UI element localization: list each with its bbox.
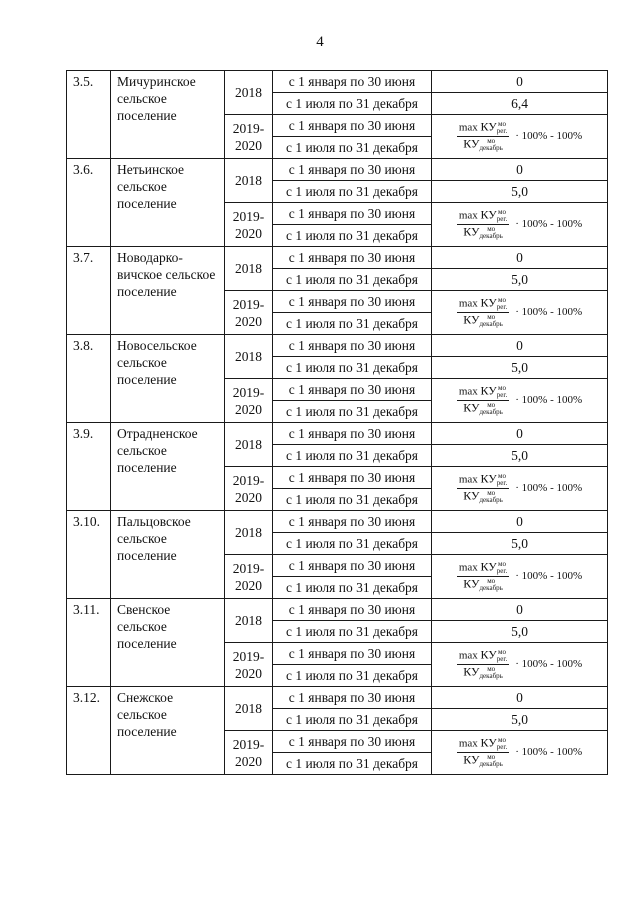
row-number: 3.5. [67, 71, 111, 159]
formula-numerator [457, 561, 509, 577]
formula [432, 561, 607, 592]
formula-tail: · 100% - 100% [515, 570, 583, 582]
formula-max: max [458, 737, 478, 750]
value-cell: 5,0 [432, 269, 608, 291]
formula-max: max [458, 561, 478, 574]
formula-tail: · 100% - 100% [515, 658, 583, 670]
formula-ky: КУ [480, 647, 497, 662]
formula-sub-den: декабрь [479, 232, 503, 240]
formula-sub-den: декабрь [479, 672, 503, 680]
formula-denominator [463, 401, 503, 416]
period-cell: с 1 января по 30 июня [273, 511, 432, 533]
period-cell: с 1 января по 30 июня [273, 247, 432, 269]
formula-max: max [458, 473, 478, 486]
period-cell: с 1 января по 30 июня [273, 423, 432, 445]
formula-sup: мо [498, 120, 506, 128]
period-cell: с 1 июля по 31 декабря [273, 753, 432, 775]
formula-sup-den: мо [487, 753, 496, 761]
formula-sup-den: мо [487, 313, 496, 321]
formula-sup: мо [498, 472, 506, 480]
formula-max: max [458, 649, 478, 662]
year-cell: 2018 [225, 335, 273, 379]
value-cell: 0 [432, 511, 608, 533]
row-number: 3.10. [67, 511, 111, 599]
value-cell: 5,0 [432, 621, 608, 643]
period-cell: с 1 июля по 31 декабря [273, 533, 432, 555]
formula-sup-den: мо [487, 401, 496, 409]
formula-max: max [458, 385, 478, 398]
formula-ky-den: КУ [463, 576, 480, 591]
formula-tail: · 100% - 100% [515, 306, 583, 318]
formula-ky: КУ [480, 207, 497, 222]
year-cell: 2019-2020 [225, 203, 273, 247]
period-cell: с 1 июля по 31 декабря [273, 401, 432, 423]
formula-sup: мо [498, 384, 506, 392]
formula-numerator [457, 649, 509, 665]
period-cell: с 1 января по 30 июня [273, 159, 432, 181]
formula-fraction [457, 473, 509, 504]
settlement-name: Новодарко-вичское сельское поселение [111, 247, 225, 335]
formula-sub-num: рег. [496, 127, 508, 135]
period-cell: с 1 января по 30 июня [273, 555, 432, 577]
formula-sup-den: мо [487, 489, 496, 497]
row-number: 3.6. [67, 159, 111, 247]
settlement-name: Отрадненское сельское поселение [111, 423, 225, 511]
year-cell: 2018 [225, 687, 273, 731]
period-cell: с 1 июля по 31 декабря [273, 665, 432, 687]
period-cell: с 1 января по 30 июня [273, 379, 432, 401]
formula-fraction [457, 209, 509, 240]
settlement-name: Пальцовское сельское поселение [111, 511, 225, 599]
formula-ky-den: КУ [463, 224, 480, 239]
formula-max: max [458, 209, 478, 222]
formula-sub-den: декабрь [479, 144, 503, 152]
formula-tail: · 100% - 100% [515, 482, 583, 494]
formula-sub-den: декабрь [479, 760, 503, 768]
value-cell: 5,0 [432, 445, 608, 467]
formula-denominator [463, 665, 503, 680]
formula-denominator [463, 577, 503, 592]
formula-fraction [457, 561, 509, 592]
formula-sub-den: декабрь [479, 584, 503, 592]
settlement-name: Мичуринское сельское поселение [111, 71, 225, 159]
formula-denominator [463, 313, 503, 328]
row-number: 3.11. [67, 599, 111, 687]
row-number: 3.9. [67, 423, 111, 511]
value-cell: 5,0 [432, 709, 608, 731]
formula-ky: КУ [480, 471, 497, 486]
table-row [67, 247, 608, 269]
formula-tail: · 100% - 100% [515, 130, 583, 142]
period-cell: с 1 июля по 31 декабря [273, 621, 432, 643]
year-cell: 2019-2020 [225, 115, 273, 159]
table-row [67, 71, 608, 93]
formula-sub-den: декабрь [479, 320, 503, 328]
table-row [67, 335, 608, 357]
year-cell: 2018 [225, 423, 273, 467]
formula-ky: КУ [480, 383, 497, 398]
period-cell: с 1 января по 30 июня [273, 467, 432, 489]
formula-cell [432, 643, 608, 687]
formula-denominator [463, 489, 503, 504]
period-cell: с 1 июля по 31 декабря [273, 313, 432, 335]
formula-ky: КУ [480, 295, 497, 310]
formula-ky-den: КУ [463, 136, 480, 151]
formula-ky: КУ [480, 559, 497, 574]
formula-sup-den: мо [487, 665, 496, 673]
settlement-name: Свенское сельское поселение [111, 599, 225, 687]
formula-sub-num: рег. [496, 215, 508, 223]
formula-cell [432, 291, 608, 335]
formula-numerator [457, 297, 509, 313]
period-cell: с 1 января по 30 июня [273, 687, 432, 709]
formula-denominator [463, 137, 503, 152]
formula-cell [432, 203, 608, 247]
formula [432, 737, 607, 768]
table-row [67, 687, 608, 709]
formula-sub-den: декабрь [479, 408, 503, 416]
formula-tail: · 100% - 100% [515, 746, 583, 758]
formula-fraction [457, 121, 509, 152]
tariff-table [66, 70, 608, 775]
formula-ky-den: КУ [463, 400, 480, 415]
formula-fraction [457, 297, 509, 328]
year-cell: 2019-2020 [225, 467, 273, 511]
formula-numerator [457, 737, 509, 753]
year-cell: 2019-2020 [225, 379, 273, 423]
period-cell: с 1 июля по 31 декабря [273, 489, 432, 511]
year-cell: 2018 [225, 511, 273, 555]
formula-cell [432, 731, 608, 775]
value-cell: 0 [432, 687, 608, 709]
period-cell: с 1 июля по 31 декабря [273, 225, 432, 247]
formula [432, 473, 607, 504]
year-cell: 2018 [225, 159, 273, 203]
year-cell: 2019-2020 [225, 291, 273, 335]
formula-sup-den: мо [487, 137, 496, 145]
formula-sup: мо [498, 296, 506, 304]
formula-sup: мо [498, 208, 506, 216]
formula-ky-den: КУ [463, 488, 480, 503]
period-cell: с 1 июля по 31 декабря [273, 709, 432, 731]
formula-fraction [457, 649, 509, 680]
row-number: 3.12. [67, 687, 111, 775]
formula-numerator [457, 473, 509, 489]
formula-cell [432, 379, 608, 423]
period-cell: с 1 января по 30 июня [273, 71, 432, 93]
formula-sup: мо [498, 560, 506, 568]
value-cell: 0 [432, 423, 608, 445]
year-cell: 2018 [225, 71, 273, 115]
formula-sub-den: декабрь [479, 496, 503, 504]
period-cell: с 1 июля по 31 декабря [273, 137, 432, 159]
period-cell: с 1 января по 30 июня [273, 335, 432, 357]
settlement-name: Новосельское сельское поселение [111, 335, 225, 423]
value-cell: 5,0 [432, 181, 608, 203]
formula-fraction [457, 385, 509, 416]
value-cell: 0 [432, 335, 608, 357]
year-cell: 2018 [225, 247, 273, 291]
value-cell: 5,0 [432, 357, 608, 379]
formula-numerator [457, 385, 509, 401]
value-cell: 0 [432, 71, 608, 93]
year-cell: 2018 [225, 599, 273, 643]
table-row [67, 511, 608, 533]
period-cell: с 1 января по 30 июня [273, 643, 432, 665]
period-cell: с 1 июля по 31 декабря [273, 577, 432, 599]
formula-ky-den: КУ [463, 312, 480, 327]
period-cell: с 1 января по 30 июня [273, 115, 432, 137]
table-row [67, 599, 608, 621]
formula-sup-den: мо [487, 225, 496, 233]
formula-max: max [458, 121, 478, 134]
period-cell: с 1 июля по 31 декабря [273, 445, 432, 467]
formula-sub-num: рег. [496, 303, 508, 311]
formula-denominator [463, 225, 503, 240]
formula-sup-den: мо [487, 577, 496, 585]
formula [432, 385, 607, 416]
formula-sub-num: рег. [496, 479, 508, 487]
formula-denominator [463, 753, 503, 768]
formula-sub-num: рег. [496, 743, 508, 751]
formula-sub-num: рег. [496, 567, 508, 575]
formula-cell [432, 115, 608, 159]
year-cell: 2019-2020 [225, 643, 273, 687]
formula [432, 649, 607, 680]
formula [432, 297, 607, 328]
formula-cell [432, 555, 608, 599]
settlement-name: Снежское сельское поселение [111, 687, 225, 775]
formula-max: max [458, 297, 478, 310]
year-cell: 2019-2020 [225, 555, 273, 599]
formula-fraction [457, 737, 509, 768]
formula-sub-num: рег. [496, 391, 508, 399]
value-cell: 5,0 [432, 533, 608, 555]
formula-cell [432, 467, 608, 511]
formula-ky: КУ [480, 735, 497, 750]
period-cell: с 1 июля по 31 декабря [273, 357, 432, 379]
formula-ky-den: КУ [463, 664, 480, 679]
period-cell: с 1 января по 30 июня [273, 599, 432, 621]
formula-tail: · 100% - 100% [515, 218, 583, 230]
table-row [67, 159, 608, 181]
table-row [67, 423, 608, 445]
formula-sup: мо [498, 736, 506, 744]
period-cell: с 1 января по 30 июня [273, 731, 432, 753]
formula-ky-den: КУ [463, 752, 480, 767]
formula-ky: КУ [480, 119, 497, 134]
period-cell: с 1 января по 30 июня [273, 291, 432, 313]
row-number: 3.8. [67, 335, 111, 423]
formula [432, 121, 607, 152]
formula-tail: · 100% - 100% [515, 394, 583, 406]
formula-numerator [457, 121, 509, 137]
period-cell: с 1 января по 30 июня [273, 203, 432, 225]
formula-sup: мо [498, 648, 506, 656]
period-cell: с 1 июля по 31 декабря [273, 93, 432, 115]
year-cell: 2019-2020 [225, 731, 273, 775]
period-cell: с 1 июля по 31 декабря [273, 269, 432, 291]
value-cell: 6,4 [432, 93, 608, 115]
page-number: 4 [316, 34, 324, 50]
formula-numerator [457, 209, 509, 225]
value-cell: 0 [432, 599, 608, 621]
formula [432, 209, 607, 240]
row-number: 3.7. [67, 247, 111, 335]
value-cell: 0 [432, 159, 608, 181]
value-cell: 0 [432, 247, 608, 269]
settlement-name: Нетьинское сельское поселение [111, 159, 225, 247]
formula-sub-num: рег. [496, 655, 508, 663]
period-cell: с 1 июля по 31 декабря [273, 181, 432, 203]
